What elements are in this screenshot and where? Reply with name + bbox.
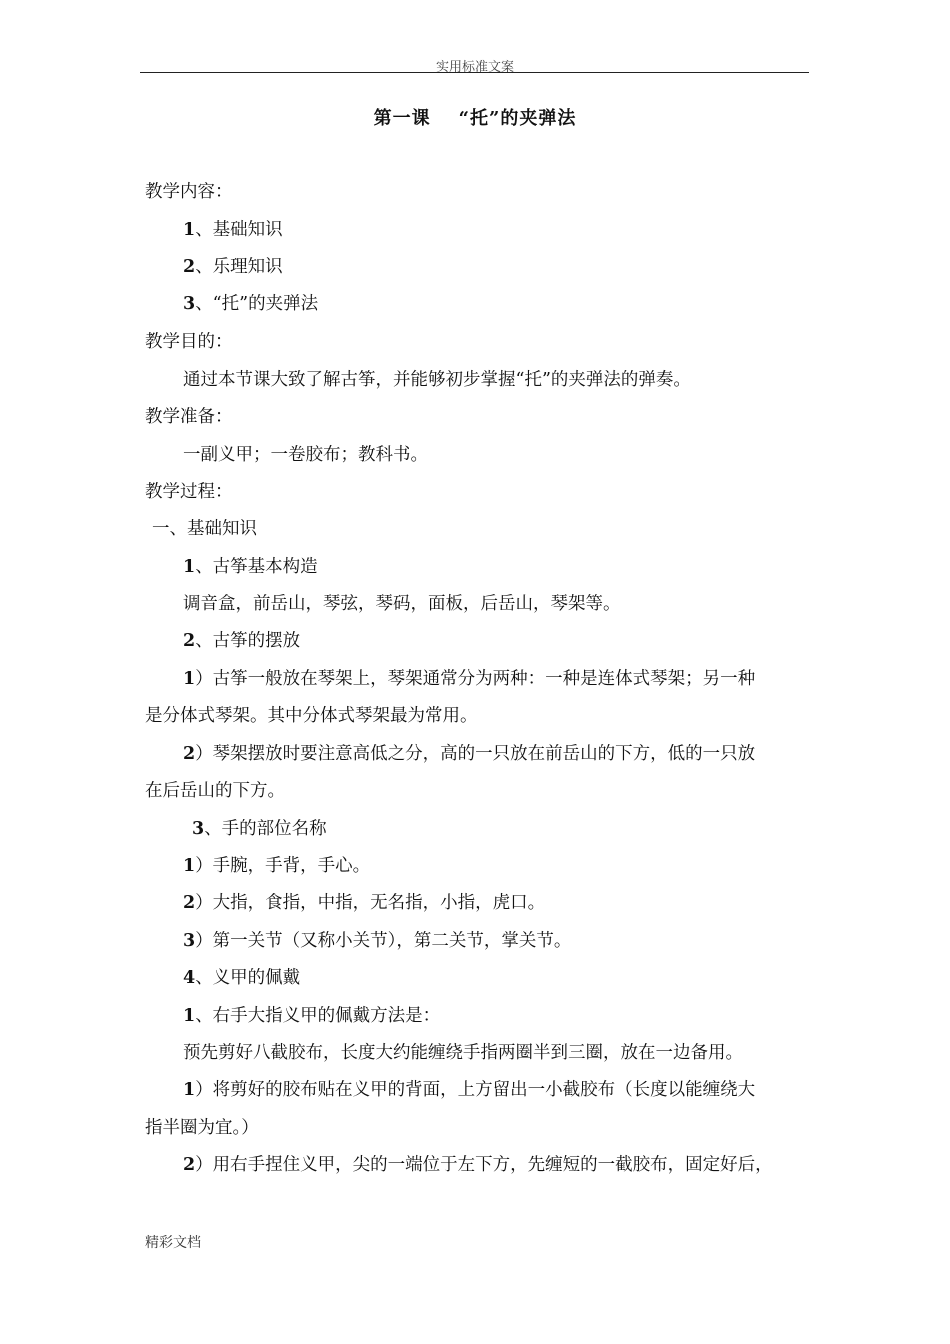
subsection-heading: 2、古筝的摆放 (183, 631, 301, 651)
list-item: 1）将剪好的胶布贴在义甲的背面，上方留出一小截胶布（长度以能缠绕大 (183, 1080, 756, 1100)
list-item: 1）手腕，手背，手心。 (183, 856, 371, 876)
page-header: 实用标准文案 (435, 60, 514, 75)
heading-teaching-goal: 教学目的： (145, 332, 233, 352)
paragraph-line: 是分体式琴架。其中分体式琴架最为常用。 (145, 706, 478, 726)
paragraph-line: 通过本节课大致了解古筝，并能够初步掌握“托”的夹弹法的弹奏。 (183, 370, 691, 390)
subsection-heading: 3、手的部位名称 (192, 819, 327, 839)
subsection-heading: 1、古筝基本构造 (183, 557, 318, 577)
list-item: 1、右手大指义甲的佩戴方法是： (183, 1006, 441, 1026)
section-heading: 一、基础知识 (152, 519, 257, 539)
paragraph-line: 调音盒，前岳山，琴弦，琴码，面板，后岳山，琴架等。 (183, 594, 621, 614)
list-item: 2）琴架摆放时要注意高低之分，高的一只放在前岳山的下方，低的一只放 (183, 744, 756, 764)
content-item: 3、“托”的夹弹法 (183, 294, 319, 314)
paragraph-line: 预先剪好八截胶布，长度大约能缠绕手指两圈半到三圈，放在一边备用。 (183, 1043, 743, 1063)
title-topic: “托”的夹弹法 (458, 108, 577, 129)
header-rule (140, 72, 809, 73)
list-item: 2）大指，食指，中指，无名指，小指，虎口。 (183, 893, 546, 913)
lesson-title (0, 104, 950, 130)
paragraph-line: 一副义甲；一卷胶布；教科书。 (183, 445, 428, 465)
paragraph-line: 指半圈为宜。） (145, 1118, 259, 1138)
list-item: 3）第一关节（又称小关节），第二关节，掌关节。 (183, 931, 572, 951)
content-item: 1、基础知识 (183, 220, 283, 240)
paragraph-line: 在后岳山的下方。 (145, 781, 285, 801)
content-item: 2、乐理知识 (183, 257, 283, 277)
title-lesson-number: 第一课 (373, 108, 431, 129)
list-item: 1）古筝一般放在琴架上，琴架通常分为两种：一种是连体式琴架；另一种 (183, 669, 756, 689)
subsection-heading: 4、义甲的佩戴 (183, 968, 301, 988)
heading-teaching-prep: 教学准备： (145, 407, 233, 427)
heading-teaching-process: 教学过程： (145, 482, 233, 502)
page-footer: 精彩文档 (145, 1235, 201, 1251)
list-item: 2）用右手捏住义甲，尖的一端位于左下方，先缠短的一截胶布，固定好后， (183, 1155, 773, 1175)
heading-teaching-content: 教学内容： (145, 182, 233, 202)
